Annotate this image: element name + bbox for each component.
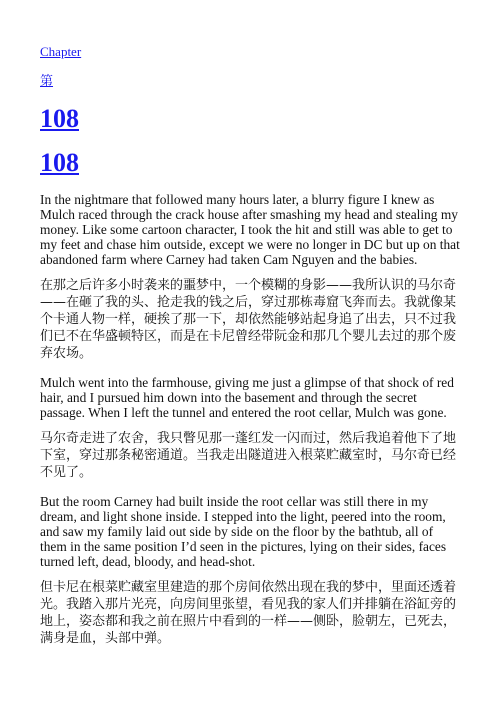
chapter-number-link-2[interactable]: 108 <box>40 148 79 177</box>
paragraph-en-3: But the room Carney had built inside the root cellar was still there in my dream, and light shone inside. I stepped into the light, peered into the room, and saw my family laid out side by side on the floor by the bathtub, all of them in the same position I’d seen in the pictures, lying on their sides, faces turned left, dead, bloody, and head-shot. <box>40 494 447 569</box>
paragraph-zh-1: 在那之后许多小时袭来的噩梦中，一个模糊的身影——我所认识的马尔奇——在砸了我的头、抢走我的钱之后，穿过那栋毒窟飞奔而去。我就像某个卡通人物一样，硬挨了那一下，却依然能够站起身追了出去，只不过我们已不在华盛顿特区，而是在卡尼曾经带阮金和那几个婴儿去过的那个废弃农场。 <box>40 278 457 361</box>
chapter-number-heading <box>40 104 462 134</box>
paragraph-zh-2: 马尔奇走进了农舍，我只瞥见那一蓬红发一闪而过，然后我追着他下了地下室，穿过那条秘密通道。当我走出隧道进入根菜贮藏室时，马尔奇已经不见了。 <box>40 431 457 480</box>
chapter-number-heading-2 <box>40 148 462 178</box>
chapter-number-link[interactable]: 108 <box>40 104 79 133</box>
paragraph-zh-3: 但卡尼在根菜贮藏室里建造的那个房间依然出现在我的梦中，里面还透着光。我踏入那片光亮，向房间里张望，看见我的家人们并排躺在浴缸旁的地上，姿态都和我之前在照片中看到的一样——侧卧，脸朝左，已死去，满身是血，头部中弹。 <box>40 580 457 646</box>
chapter-nav <box>40 44 462 60</box>
chapter-link[interactable]: Chapter <box>40 44 82 59</box>
di-link[interactable]: 第 <box>40 74 54 89</box>
di-nav <box>40 74 462 90</box>
paragraph-en-2: Mulch went into the farmhouse, giving me just a glimpse of that shock of red hair, and I pursued him down into the basement and through the secret passage. When I left the tunnel and entered the root cellar, Mulch was gone. <box>40 375 454 420</box>
paragraph-en-1: In the nightmare that followed many hours later, a blurry figure I knew as Mulch raced through the crack house after smashing my head and stealing my money. Like some cartoon character, I took the hit and still was able to get to my feet and chase him outside, except we were no longer in DC but up on that abandoned farm where Carney had taken Cam Nguyen and the babies. <box>40 192 460 267</box>
